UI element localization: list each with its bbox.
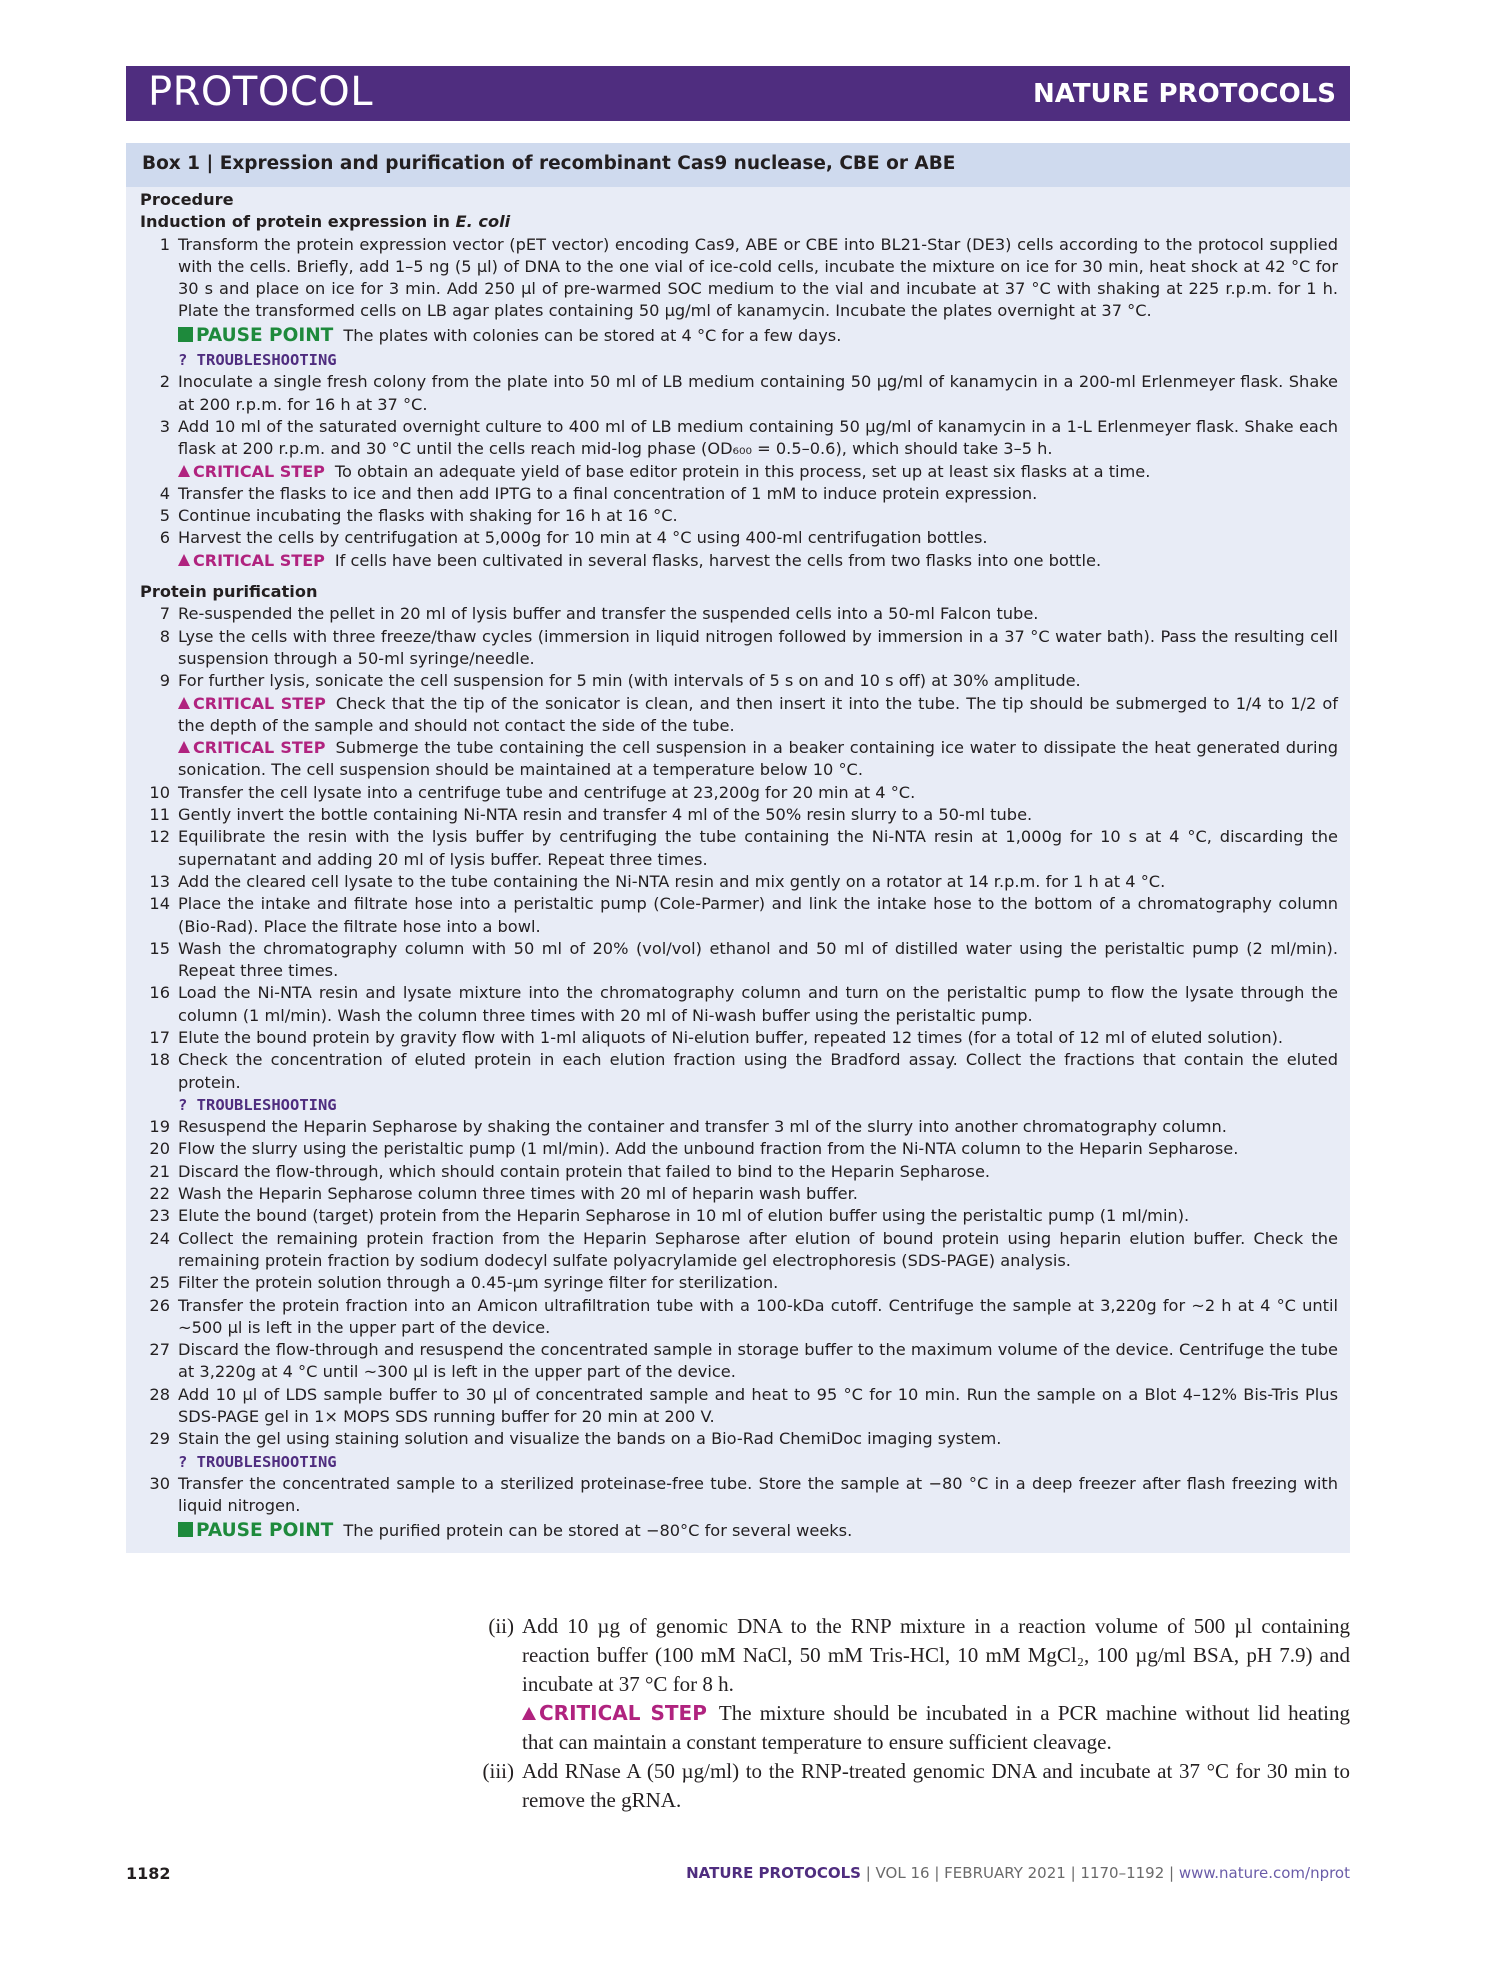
critical-step-ii: CRITICAL STEP The mixture should be incubated in a PCR machine without lid heating that can maintain a constant temperature to ensure sufficient cleavage. [522, 1701, 1350, 1754]
step-23: 23 Elute the bound (target) protein from the Heparin Sepharose in 10 ml of elution buffer using the peristaltic pump (1 ml/min). [149, 1206, 1190, 1226]
step-27: 27 Discard the flow-through and resuspend the concentrated sample in storage buffer to the maximum volume of the device. Centrifuge the tube at 3,220g at 4 °C until ~300 µl is left in the upper part of the device. [149, 1340, 1338, 1382]
substep-iii: (iii) Add RNase A (50 µg/ml) to the RNP-treated genomic DNA and incubate at 37 °C for 30 min to remove the gRNA. [482, 1759, 1350, 1812]
step-11: 11 Gently invert the bottle containing Ni-NTA resin and transfer 4 ml of the 50% resin slurry to a 50-ml tube. [149, 805, 1033, 825]
warning-triangle-icon [178, 741, 190, 753]
step-3: 3 Add 10 ml of the saturated overnight culture to 400 ml of LB medium containing 50 µg/ml of kanamycin in a 1-L Erlenmeyer flask. Shake each flask at 200 r.p.m. and 30 °C until the cells reach mid-log phase (OD₆₀₀ = 0.5–0.6), which should take 3–5 h. [159, 416, 1338, 459]
step-21: 21 Discard the flow-through, which should contain protein that failed to bind to the Heparin Sepharose. [149, 1161, 991, 1181]
step-10: 10 Transfer the cell lysate into a centrifuge tube and centrifuge at 23,200g for 20 min at 4 °C. [149, 782, 916, 802]
step-13: 13 Add the cleared cell lysate to the tube containing the Ni-NTA resin and mix gently on a rotator at 14 r.p.m. for 1 h at 4 °C. [149, 871, 1166, 891]
step-2: 2 Inoculate a single fresh colony from the plate into 50 ml of LB medium containing 50 µg/ml of kanamycin in a 200-ml Erlenmeyer flask. Shake at 200 r.p.m. for 16 h at 37 °C. [159, 372, 1338, 414]
step-6: 6 Harvest the cells by centrifugation at 5,000g for 10 min at 4 °C using 400-ml centrifugation bottles. [159, 528, 988, 548]
journal-label: NATURE PROTOCOLS [1032, 79, 1336, 109]
warning-triangle-icon [178, 465, 190, 477]
step-18: 18 Check the concentration of eluted protein in each elution fraction using the Bradford assay. Collect the fractions that contain the eluted protein. [149, 1050, 1338, 1092]
critical-step-6: CRITICAL STEP If cells have been cultivated in several flasks, harvest the cells from two flasks into one bottle. [140, 550, 1338, 572]
step-17: 17 Elute the bound protein by gravity flow with 1-ml aliquots of Ni-elution buffer, repeated 12 times (for a total of 12 ml of eluted solution). [149, 1027, 1284, 1047]
step-25: 25 Filter the protein solution through a 0.45-µm syringe filter for sterilization. [149, 1273, 779, 1293]
step-16: 16 Load the Ni-NTA resin and lysate mixture into the chromatography column and turn on the peristaltic pump to flow the lysate through the column (1 ml/min). Wash the column three times with 20 ml of Ni-wash buffer using the peristaltic pump. [149, 983, 1338, 1025]
pause-point-30: PAUSE POINT The purified protein can be stored at −80°C for several weeks. [140, 1520, 1338, 1542]
step-4: 4 Transfer the flasks to ice and then add IPTG to a final concentration of 1 mM to induce protein expression. [159, 483, 1038, 503]
step-14: 14 Place the intake and filtrate hose into a peristaltic pump (Cole-Parmer) and link the intake hose to the bottom of a chromatography column (Bio-Rad). Place the filtrate hose into a bowl. [149, 894, 1338, 936]
step-28: 28 Add 10 µl of LDS sample buffer to 30 µl of concentrated sample and heat to 95 °C for 10 min. Run the sample on a Blot 4–12% Bis-Tris Plus SDS-PAGE gel in 1× MOPS SDS running buffer for 20 min at 200 V. [149, 1384, 1338, 1427]
step-20: 20 Flow the slurry using the peristaltic pump (1 ml/min). Add the unbound fraction from the Ni-NTA column to the Heparin Sepharose. [149, 1139, 1239, 1159]
journal-url-link[interactable]: www.nature.com/nprot [1178, 1864, 1350, 1882]
step-22: 22 Wash the Heparin Sepharose column three times with 20 ml of heparin wash buffer. [149, 1184, 858, 1204]
pause-point-1: PAUSE POINT The plates with colonies can be stored at 4 °C for a few days. [140, 325, 1338, 347]
induction-heading: Induction of protein expression in E. coli [140, 212, 511, 232]
step-15: 15 Wash the chromatography column with 50 ml of 20% (vol/vol) ethanol and 50 ml of distilled water using the peristaltic pump (2 ml/min). Repeat three times. [149, 938, 1338, 981]
step-7: 7 Re-suspended the pellet in 20 ml of lysis buffer and transfer the suspended cells into a 50-ml Falcon tube. [159, 604, 1039, 624]
procedure-heading: Procedure [140, 190, 234, 209]
step-1: 1 Transform the protein expression vector (pET vector) encoding Cas9, ABE or CBE into BL21-Star (DE3) cells according to the protocol supplied with the cells. Briefly, add 1–5 ng (5 µl) of DNA to the one vial of ice-cold cells, incubate the mixture on ice for 30 min, heat shock at 42 °C for 30 s and place on ice for 3 min. Add 250 µl of pre-warmed SOC medium to the vial and incubate at 37 °C with shaking at 225 r.p.m. for 1 h. Plate the transformed cells on LB agar plates containing 50 µg/ml of kanamycin. Incubate the plates overnight at 37 °C. [159, 234, 1338, 321]
step-29: 29 Stain the gel using staining solution and visualize the bands on a Bio-Rad ChemiDoc imaging system. [149, 1429, 1002, 1449]
step-24: 24 Collect the remaining protein fraction from the Heparin Sepharose after elution of bound protein using heparin elution buffer. Check the remaining protein fraction by sodium dodecyl sulfate polyacrylamide gel electrophoresis (SDS-PAGE) analysis. [149, 1228, 1338, 1270]
critical-step-3: CRITICAL STEP To obtain an adequate yield of base editor protein in this process, set up at least six flasks at a time. [140, 461, 1338, 483]
pause-square-icon [178, 327, 193, 342]
critical-step-9b: CRITICAL STEP Submerge the tube containing the cell suspension in a beaker containing ice water to dissipate the heat generated during sonication. The cell suspension should be maintained at a temperature below 10 °C. [178, 738, 1338, 780]
footer-citation: NATURE PROTOCOLS | VOL 16 | FEBRUARY 2021 | 1170–1192 | www.nature.com/nprot [686, 1864, 1350, 1882]
warning-triangle-icon [178, 697, 190, 709]
step-9: 9 For further lysis, sonicate the cell suspension for 5 min (with intervals of 5 s on and 10 s off) at 30% amplitude. [159, 671, 1081, 691]
critical-step-9a: CRITICAL STEP Check that the tip of the sonicator is clean, and then insert it into the tube. The tip should be submerged to 1/4 to 1/2 of the depth of the sample and should not contact the side of the tube. [178, 693, 1338, 735]
step-30: 30 Transfer the concentrated sample to a sterilized proteinase-free tube. Store the sample at −80 °C in a deep freezer after flash freezing with liquid nitrogen. [149, 1473, 1338, 1516]
step-26: 26 Transfer the protein fraction into an Amicon ultrafiltration tube with a 100-kDa cutoff. Centrifuge the sample at 3,220g for ~2 h at 4 °C until ~500 µl is left in the upper part of the device. [149, 1295, 1338, 1337]
box-content [140, 189, 1338, 1544]
troubleshooting-link-18[interactable]: ? TROUBLESHOOTING [178, 1095, 337, 1114]
box-title-band [126, 143, 1350, 187]
main-text-steps [476, 1612, 1350, 1815]
page-number: 1182 [126, 1864, 171, 1883]
step-8: 8 Lyse the cells with three freeze/thaw cycles (immersion in liquid nitrogen followed by immersion in a 37 °C water bath). Pass the resulting cell suspension through a 50-ml syringe/needle. [159, 626, 1338, 668]
pause-square-icon [178, 1522, 193, 1537]
purification-heading: Protein purification [140, 582, 318, 602]
troubleshooting-link-29[interactable]: ? TROUBLESHOOTING [178, 1452, 337, 1471]
substep-ii: (ii) Add 10 µg of genomic DNA to the RNP mixture in a reaction volume of 500 µl containing reaction buffer (100 mM NaCl, 50 mM Tris-HCl, 10 mM MgCl₂, 100 µg/ml BSA, pH 7.9) and incubate at 37 °C for 8 h. [488, 1614, 1350, 1696]
box-1 [126, 143, 1350, 1553]
step-19: 19 Resuspend the Heparin Sepharose by shaking the container and transfer 3 ml of the slurry into another chromatography column. [149, 1117, 1227, 1137]
step-5: 5 Continue incubating the flasks with shaking for 16 h at 16 °C. [159, 506, 678, 526]
warning-triangle-icon [522, 1707, 536, 1720]
warning-triangle-icon [178, 554, 190, 566]
page-header [126, 66, 1350, 121]
step-12: 12 Equilibrate the resin with the lysis buffer by centrifuging the tube containing the Ni-NTA resin at 1,000g for 10 s at 4 °C, discarding the supernatant and adding 20 ml of lysis buffer. Repeat three times. [149, 827, 1338, 869]
section-label: PROTOCOL [148, 69, 374, 115]
box-title: Box 1 | Expression and purification of recombinant Cas9 nuclease, CBE or ABE [142, 153, 956, 174]
troubleshooting-link-1[interactable]: ? TROUBLESHOOTING [178, 351, 337, 370]
